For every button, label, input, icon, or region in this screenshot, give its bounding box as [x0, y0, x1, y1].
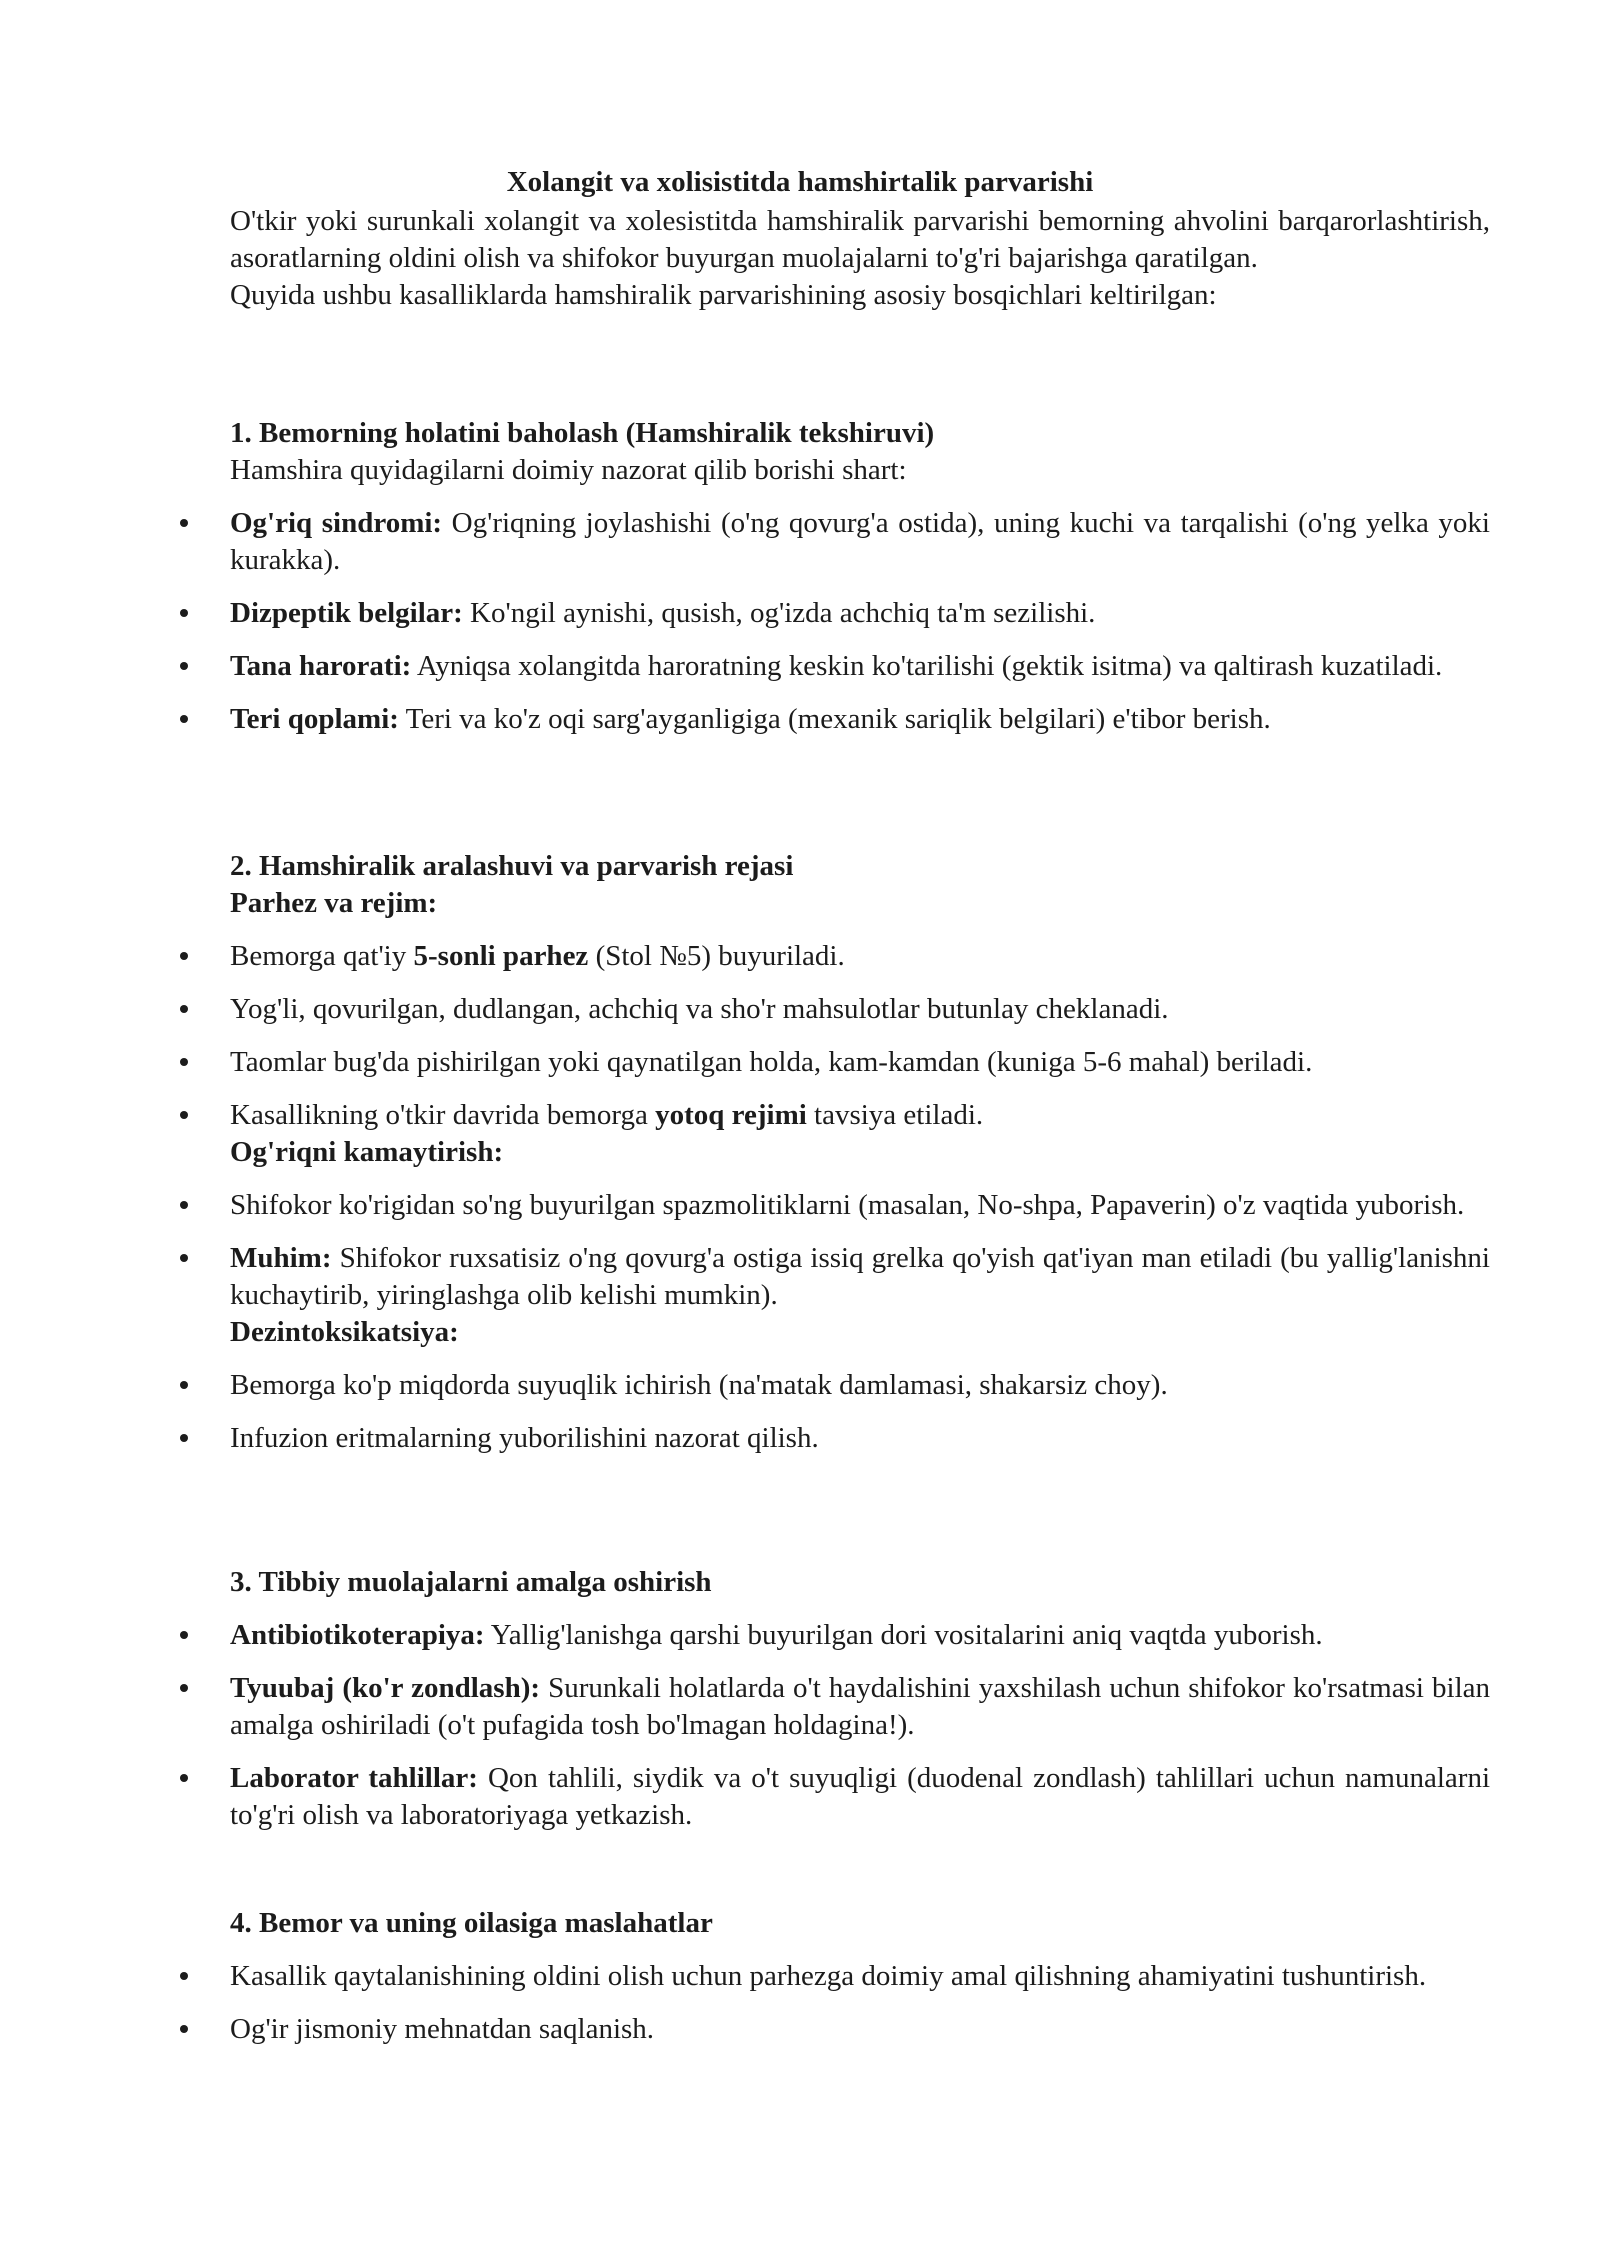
section-3-list [230, 1617, 1490, 1834]
bullet-icon [180, 1972, 188, 1980]
list-item: Tyuubaj (ko'r zondlash): Surunkali holatlarda o't haydalishini yaxshilash uchun shifokor ko'rsatmasi bilan amalga oshiriladi (o't pufagida tosh bo'lmagan holdagina!). [230, 1670, 1490, 1744]
list-item: Teri qoplami: Teri va ko'z oqi sarg'ayganligiga (mexanik sariqlik belgilari) e'tibor berish. [230, 701, 1490, 738]
detox-subheading: Dezintoksikatsiya: [230, 1316, 459, 1348]
diet-subheading: Parhez va rejim: [230, 887, 438, 919]
bullet-icon [180, 1381, 188, 1389]
list-item: Og'riq sindromi: Og'riqning joylashishi (o'ng qovurg'a ostida), uning kuchi va tarqalishi (o'ng yelka yoki kurakka). [230, 505, 1490, 579]
diet-list [230, 938, 1490, 1134]
bullet-icon [180, 952, 188, 960]
list-item: Og'ir jismoniy mehnatdan saqlanish. [230, 2011, 1490, 2048]
list-item: Tana harorati: Ayniqsa xolangitda haroratning keskin ko'tarilishi (gektik isitma) va qaltirash kuzatiladi. [230, 648, 1490, 685]
list-item: Kasallikning o'tkir davrida bemorga yotoq rejimi tavsiya etiladi. [230, 1097, 1490, 1134]
section-4-heading: 4. Bemor va uning oilasiga maslahatlar [230, 1907, 713, 1939]
section-3-heading: 3. Tibbiy muolajalarni amalga oshirish [230, 1566, 712, 1598]
list-item: Dizpeptik belgilar: Ko'ngil aynishi, qusish, og'izda achchiq ta'm sezilishi. [230, 595, 1490, 632]
section-1-heading: 1. Bemorning holatini baholash (Hamshiralik tekshiruvi) [230, 417, 935, 449]
bullet-icon [180, 1434, 188, 1442]
document-title: Xolangit va xolisistitda hamshirtalik parvarishi [506, 166, 1094, 198]
section-1-list [230, 505, 1490, 738]
list-item: Antibiotikoterapiya: Yallig'lanishga qarshi buyurilgan dori vositalarini aniq vaqtda yuborish. [230, 1617, 1490, 1654]
list-item: Kasallik qaytalanishining oldini olish uchun parhezga doimiy amal qilishning ahamiyatini tushuntirish. [230, 1958, 1490, 1995]
list-item: Taomlar bug'da pishirilgan yoki qaynatilgan holda, kam-kamdan (kuniga 5-6 mahal) beriladi. [230, 1044, 1490, 1081]
intro [230, 203, 1490, 314]
intro-lead: Quyida ushbu kasalliklarda hamshiralik parvarishining asosiy bosqichlari keltirilgan: [230, 279, 1217, 311]
bullet-icon [180, 519, 188, 527]
list-item: Infuzion eritmalarning yuborilishini nazorat qilish. [230, 1420, 1490, 1457]
section-2 [230, 848, 1490, 1473]
bullet-icon [180, 1058, 188, 1066]
bullet-icon [180, 1631, 188, 1639]
intro-paragraph: O'tkir yoki surunkali xolangit va xolesistitda hamshiralik parvarishi bemorning ahvolini barqarorlashtirish, asoratlarning oldini olish va shifokor buyurgan muolajalarni to'g'ri bajarishga qaratilgan. [230, 205, 1490, 274]
section-2-heading: 2. Hamshiralik aralashuvi va parvarish rejasi [230, 850, 794, 882]
bullet-icon [180, 1254, 188, 1262]
list-item: Laborator tahlillar: Qon tahlili, siydik va o't suyuqligi (duodenal zondlash) tahlillari uchun namunalarni to'g'ri olish va laboratoriyaga yetkazish. [230, 1760, 1490, 1834]
section-3 [230, 1564, 1490, 1850]
bullet-icon [180, 1111, 188, 1119]
list-item: Yog'li, qovurilgan, dudlangan, achchiq va sho'r mahsulotlar butunlay cheklanadi. [230, 991, 1490, 1028]
bullet-icon [180, 1684, 188, 1692]
bullet-icon [180, 1005, 188, 1013]
list-item: Shifokor ko'rigidan so'ng buyurilgan spazmolitiklarni (masalan, No-shpa, Papaverin) o'z vaqtida yuborish. [230, 1187, 1490, 1224]
bullet-icon [180, 1201, 188, 1209]
pain-list [230, 1187, 1490, 1314]
bullet-icon [180, 662, 188, 670]
section-4-list [230, 1958, 1490, 2048]
section-1-lead: Hamshira quyidagilarni doimiy nazorat qilib borishi shart: [230, 454, 907, 486]
bullet-icon [180, 1774, 188, 1782]
list-item: Bemorga qat'iy 5-sonli parhez (Stol №5) buyuriladi. [230, 938, 1490, 975]
section-1 [230, 415, 1490, 754]
section-4 [230, 1905, 1490, 2064]
pain-subheading: Og'riqni kamaytirish: [230, 1136, 504, 1168]
list-item: Muhim: Shifokor ruxsatisiz o'ng qovurg'a ostiga issiq grelka qo'yish qat'iyan man etiladi (bu yallig'lanishni kuchaytirib, yiringlashga olib kelishi mumkin). [230, 1240, 1490, 1314]
detox-list [230, 1367, 1490, 1457]
bullet-icon [180, 609, 188, 617]
list-item: Bemorga ko'p miqdorda suyuqlik ichirish (na'matak damlamasi, shakarsiz choy). [230, 1367, 1490, 1404]
bullet-icon [180, 2025, 188, 2033]
bullet-icon [180, 715, 188, 723]
